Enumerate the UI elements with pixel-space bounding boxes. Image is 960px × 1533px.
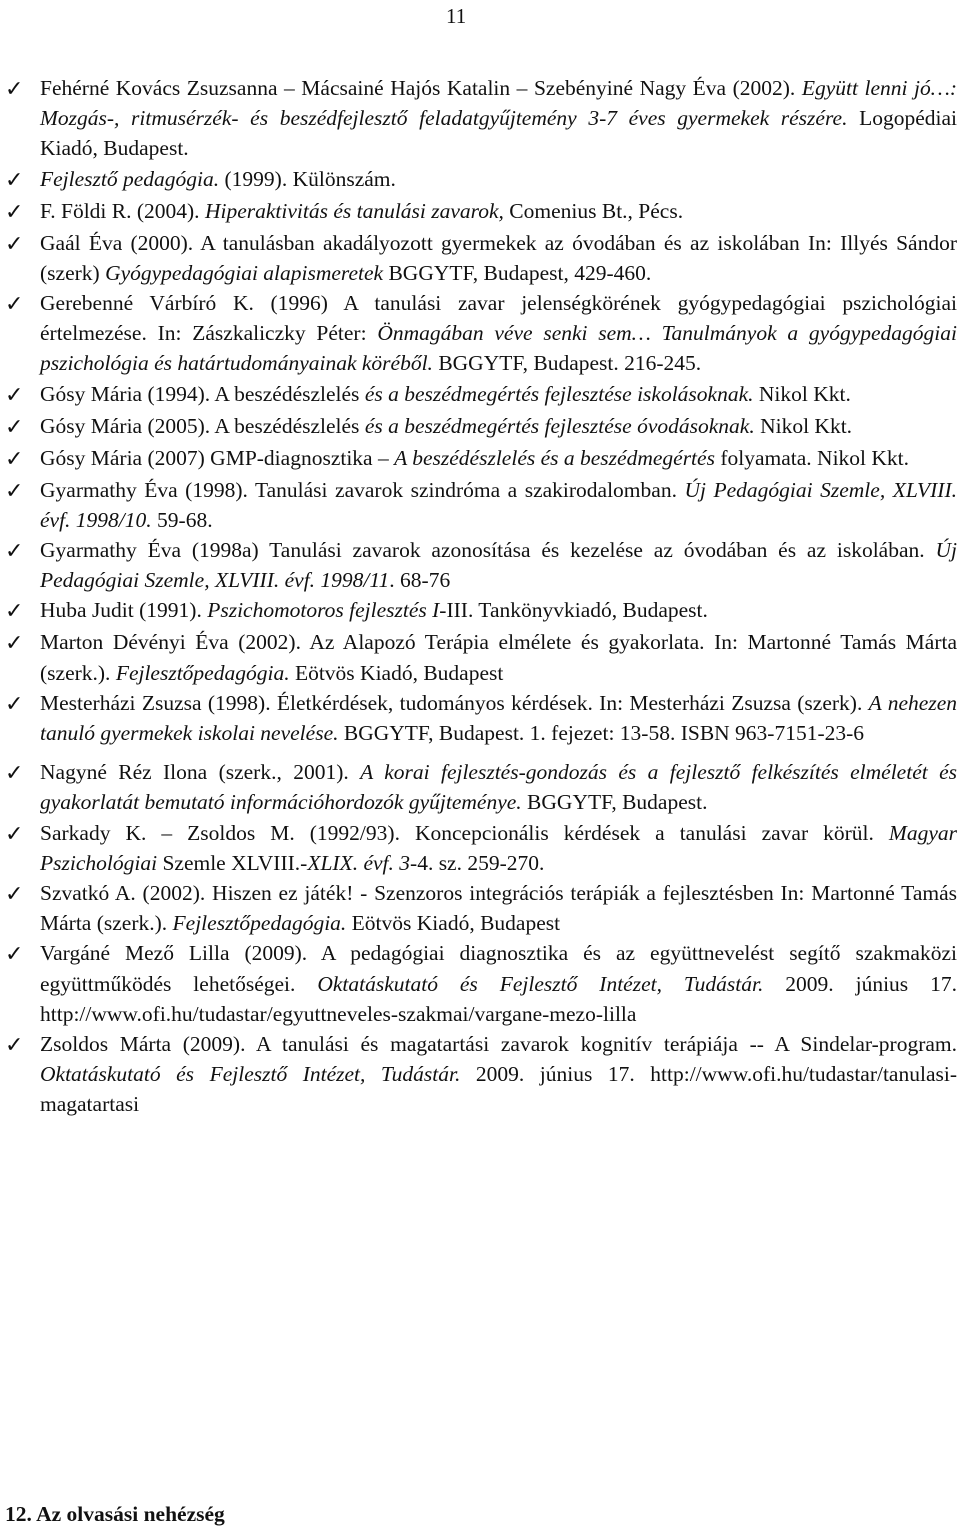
reference-segment: 59-68. xyxy=(151,507,213,532)
reference-segment: BGGYTF, Budapest. xyxy=(521,790,708,815)
reference-item xyxy=(5,627,957,687)
reference-title: Fejlesztőpedagógia. xyxy=(115,660,290,685)
reference-title: Hiperaktivitás és tanulási zavarok, xyxy=(204,198,504,223)
reference-item xyxy=(5,688,957,748)
check-icon: ✓ xyxy=(5,414,24,440)
reference-segment: Gyarmathy Éva (1998). Tanulási zavarok szindróma a szakirodalomban. xyxy=(40,477,685,502)
check-icon: ✓ xyxy=(5,599,24,625)
reference-title: Oktatáskutató és Fejlesztő Intézet, Tudástár. xyxy=(317,971,764,996)
reference-text xyxy=(40,688,957,748)
check-icon: ✓ xyxy=(5,167,24,193)
reference-item xyxy=(5,164,957,196)
reference-segment: folyamata. Nikol Kkt. xyxy=(714,445,910,470)
check-icon: ✓ xyxy=(5,821,24,847)
reference-segment: Gósy Mária (2007) GMP-diagnosztika – xyxy=(40,445,395,470)
reference-title: Együtt lenni jó…: Mozgás-, ritmusérzék- és beszédfejlesztő feladatgyűjtemény 3-7 éves gyermekek részére. xyxy=(40,76,957,131)
reference-item xyxy=(5,1029,957,1120)
reference-title: Oktatáskutató és Fejlesztő Intézet, Tudástár. xyxy=(40,1062,461,1087)
reference-title: Új Pedagógiai Szemle, XLVIII. évf. 1998/11 xyxy=(40,538,957,593)
reference-text xyxy=(40,196,957,228)
page-number: 11 xyxy=(446,4,467,28)
reference-text xyxy=(40,379,957,411)
reference-title: A korai fejlesztés-gondozás és a fejlesztő felkészítés elméletét és gyakorlatát bemutató információhordozók gyűjteménye. xyxy=(40,760,957,815)
reference-text xyxy=(40,228,957,288)
reference-item xyxy=(5,535,957,595)
reference-segment: Szemle XLVIII.- xyxy=(157,850,308,875)
reference-segment: III. Tankönyvkiadó, Budapest. xyxy=(446,598,708,623)
check-icon: ✓ xyxy=(5,942,24,968)
reference-item xyxy=(5,228,957,288)
reference-text xyxy=(40,535,957,595)
reference-segment: BGGYTF, Budapest. 216-245. xyxy=(432,351,702,376)
reference-list xyxy=(5,73,957,1120)
reference-text xyxy=(40,878,957,938)
check-icon: ✓ xyxy=(5,478,24,504)
reference-text xyxy=(40,1029,957,1120)
reference-text xyxy=(40,938,957,1029)
reference-item xyxy=(5,475,957,535)
reference-segment: Sarkady K. – Zsoldos M. (1992/93). Koncepcionális kérdések a tanulási zavar körül. xyxy=(40,820,889,845)
reference-segment: Eötvös Kiadó, Budapest xyxy=(289,660,504,685)
reference-segment: Huba Judit (1991). xyxy=(40,598,208,623)
reference-item xyxy=(5,938,957,1029)
reference-title: Gyógypedagógiai alapismeretek xyxy=(105,260,384,285)
reference-segment: Gerebenné Várbíró K. (1996) A tanulási zavar jelenségkörének gyógypedagógiai pszichológiai értelmezése. In: Zászkaliczky Péter: xyxy=(40,291,957,346)
reference-segment: Zsoldos Márta (2009). A tanulási és magatartási zavarok kognitív terápiája -- A Sindelar-program. xyxy=(40,1032,957,1057)
reference-text xyxy=(40,73,957,164)
reference-segment: 2009. június 17. http://www.ofi.hu/tudastar/egyuttneveles-szakmai/vargane-mezo-lilla xyxy=(40,971,957,1026)
check-icon: ✓ xyxy=(5,691,24,717)
reference-title: Pszichomotoros fejlesztés I- xyxy=(207,598,447,623)
reference-title: XLIX. évf. 3 xyxy=(307,850,411,875)
reference-segment: BGGYTF, Budapest, 429-460. xyxy=(383,260,652,285)
reference-text xyxy=(40,757,957,817)
reference-segment: Comenius Bt., Pécs. xyxy=(503,198,684,223)
reference-item xyxy=(5,196,957,228)
check-icon: ✓ xyxy=(5,446,24,472)
reference-title: Magyar Pszichológiai xyxy=(40,820,957,875)
check-icon: ✓ xyxy=(5,231,24,257)
reference-item xyxy=(5,411,957,443)
reference-segment: Gósy Mária (2005). A beszédészlelés xyxy=(40,413,365,438)
reference-segment: BGGYTF, Budapest. 1. fejezet: 13-58. ISBN 963-7151-23-6 xyxy=(338,721,865,746)
reference-segment: Nagyné Réz Ilona (szerk., 2001). xyxy=(40,760,361,785)
reference-item xyxy=(5,757,957,817)
reference-segment: -4. sz. 259-270. xyxy=(410,850,545,875)
reference-segment: Nikol Kkt. xyxy=(754,413,853,438)
reference-segment: Vargáné Mező Lilla (2009). A pedagógiai diagnosztika és az együttnevelést segítő szakmaközi együttműködés lehetőségei. xyxy=(40,941,957,996)
check-icon: ✓ xyxy=(5,882,24,908)
check-icon: ✓ xyxy=(5,1033,24,1059)
check-icon: ✓ xyxy=(5,77,24,102)
reference-item xyxy=(5,443,957,475)
reference-text xyxy=(40,475,957,535)
reference-title: és a beszédmegértés fejlesztése óvodásoknak. xyxy=(364,413,755,438)
reference-segment: Gósy Mária (1994). A beszédészlelés xyxy=(40,381,365,406)
reference-item xyxy=(5,73,957,164)
reference-segment: Marton Dévényi Éva (2002). Az Alapozó Terápia elmélete és gyakorlata. In: Martonné Tamás Márta (szerk.). xyxy=(40,630,957,685)
reference-title: Fejlesztőpedagógia. xyxy=(172,911,347,936)
reference-segment: . 68-76 xyxy=(389,568,451,593)
reference-segment: Logopédiai Kiadó, Budapest. xyxy=(40,106,957,161)
check-icon: ✓ xyxy=(5,292,24,318)
reference-title: A beszédészlelés és a beszédmegértés xyxy=(394,445,715,470)
reference-item xyxy=(5,288,957,379)
reference-segment: 2009. június 17. http://www.ofi.hu/tudastar/tanulasi-magatartasi xyxy=(40,1062,957,1117)
reference-title: Fejlesztő pedagógia. xyxy=(40,166,220,191)
reference-text xyxy=(40,595,957,627)
section-heading: 12. Az olvasási nehézség xyxy=(5,1502,225,1526)
reference-item xyxy=(5,379,957,411)
reference-text xyxy=(40,164,957,196)
reference-segment: Fehérné Kovács Zsuzsanna – Mácsainé Hajós Katalin – Szebényiné Nagy Éva (2002). xyxy=(40,76,802,100)
reference-text xyxy=(40,288,957,379)
reference-segment: F. Földi R. (2004). xyxy=(40,198,205,223)
reference-item xyxy=(5,818,957,878)
reference-segment: Mesterházi Zsuzsa (1998). Életkérdések, tudományos kérdések. In: Mesterházi Zsuzsa (szerk). xyxy=(40,690,869,715)
reference-title: A nehezen tanuló gyermekek iskolai nevelése. xyxy=(40,690,957,746)
check-icon: ✓ xyxy=(5,199,24,225)
reference-segment: Gyarmathy Éva (1998a) Tanulási zavarok azonosítása és kezelése az óvodában és az iskolában. xyxy=(40,538,936,563)
reference-item xyxy=(5,878,957,938)
reference-text xyxy=(40,627,957,687)
reference-segment: (1999). Különszám. xyxy=(219,166,396,191)
check-icon: ✓ xyxy=(5,761,24,787)
reference-title: és a beszédmegértés fejlesztése iskolásoknak. xyxy=(364,381,754,406)
reference-segment: Eötvös Kiadó, Budapest xyxy=(346,911,561,936)
reference-segment: Nikol Kkt. xyxy=(753,381,851,406)
reference-text xyxy=(40,818,957,878)
reference-segment: Szvatkó A. (2002). Hiszen ez játék! - Szenzoros integrációs terápiák a fejlesztésben In: Martonné Tamás Márta (szerk.). xyxy=(40,881,957,936)
reference-title: Új Pedagógiai Szemle, XLVIII. évf. 1998/10. xyxy=(40,477,957,532)
check-icon: ✓ xyxy=(5,382,24,408)
reference-text xyxy=(40,443,957,475)
check-icon: ✓ xyxy=(5,631,24,657)
check-icon: ✓ xyxy=(5,539,24,565)
reference-item xyxy=(5,595,957,627)
reference-title: Önmagában véve senki sem… Tanulmányok a gyógypedagógiai pszichológia és határtudományainak köréből. xyxy=(40,321,957,376)
reference-segment: Gaál Éva (2000). A tanulásban akadályozott gyermekek az óvodában és az iskolában In: Illyés Sándor (szerk) xyxy=(40,230,957,285)
reference-text xyxy=(40,411,957,443)
